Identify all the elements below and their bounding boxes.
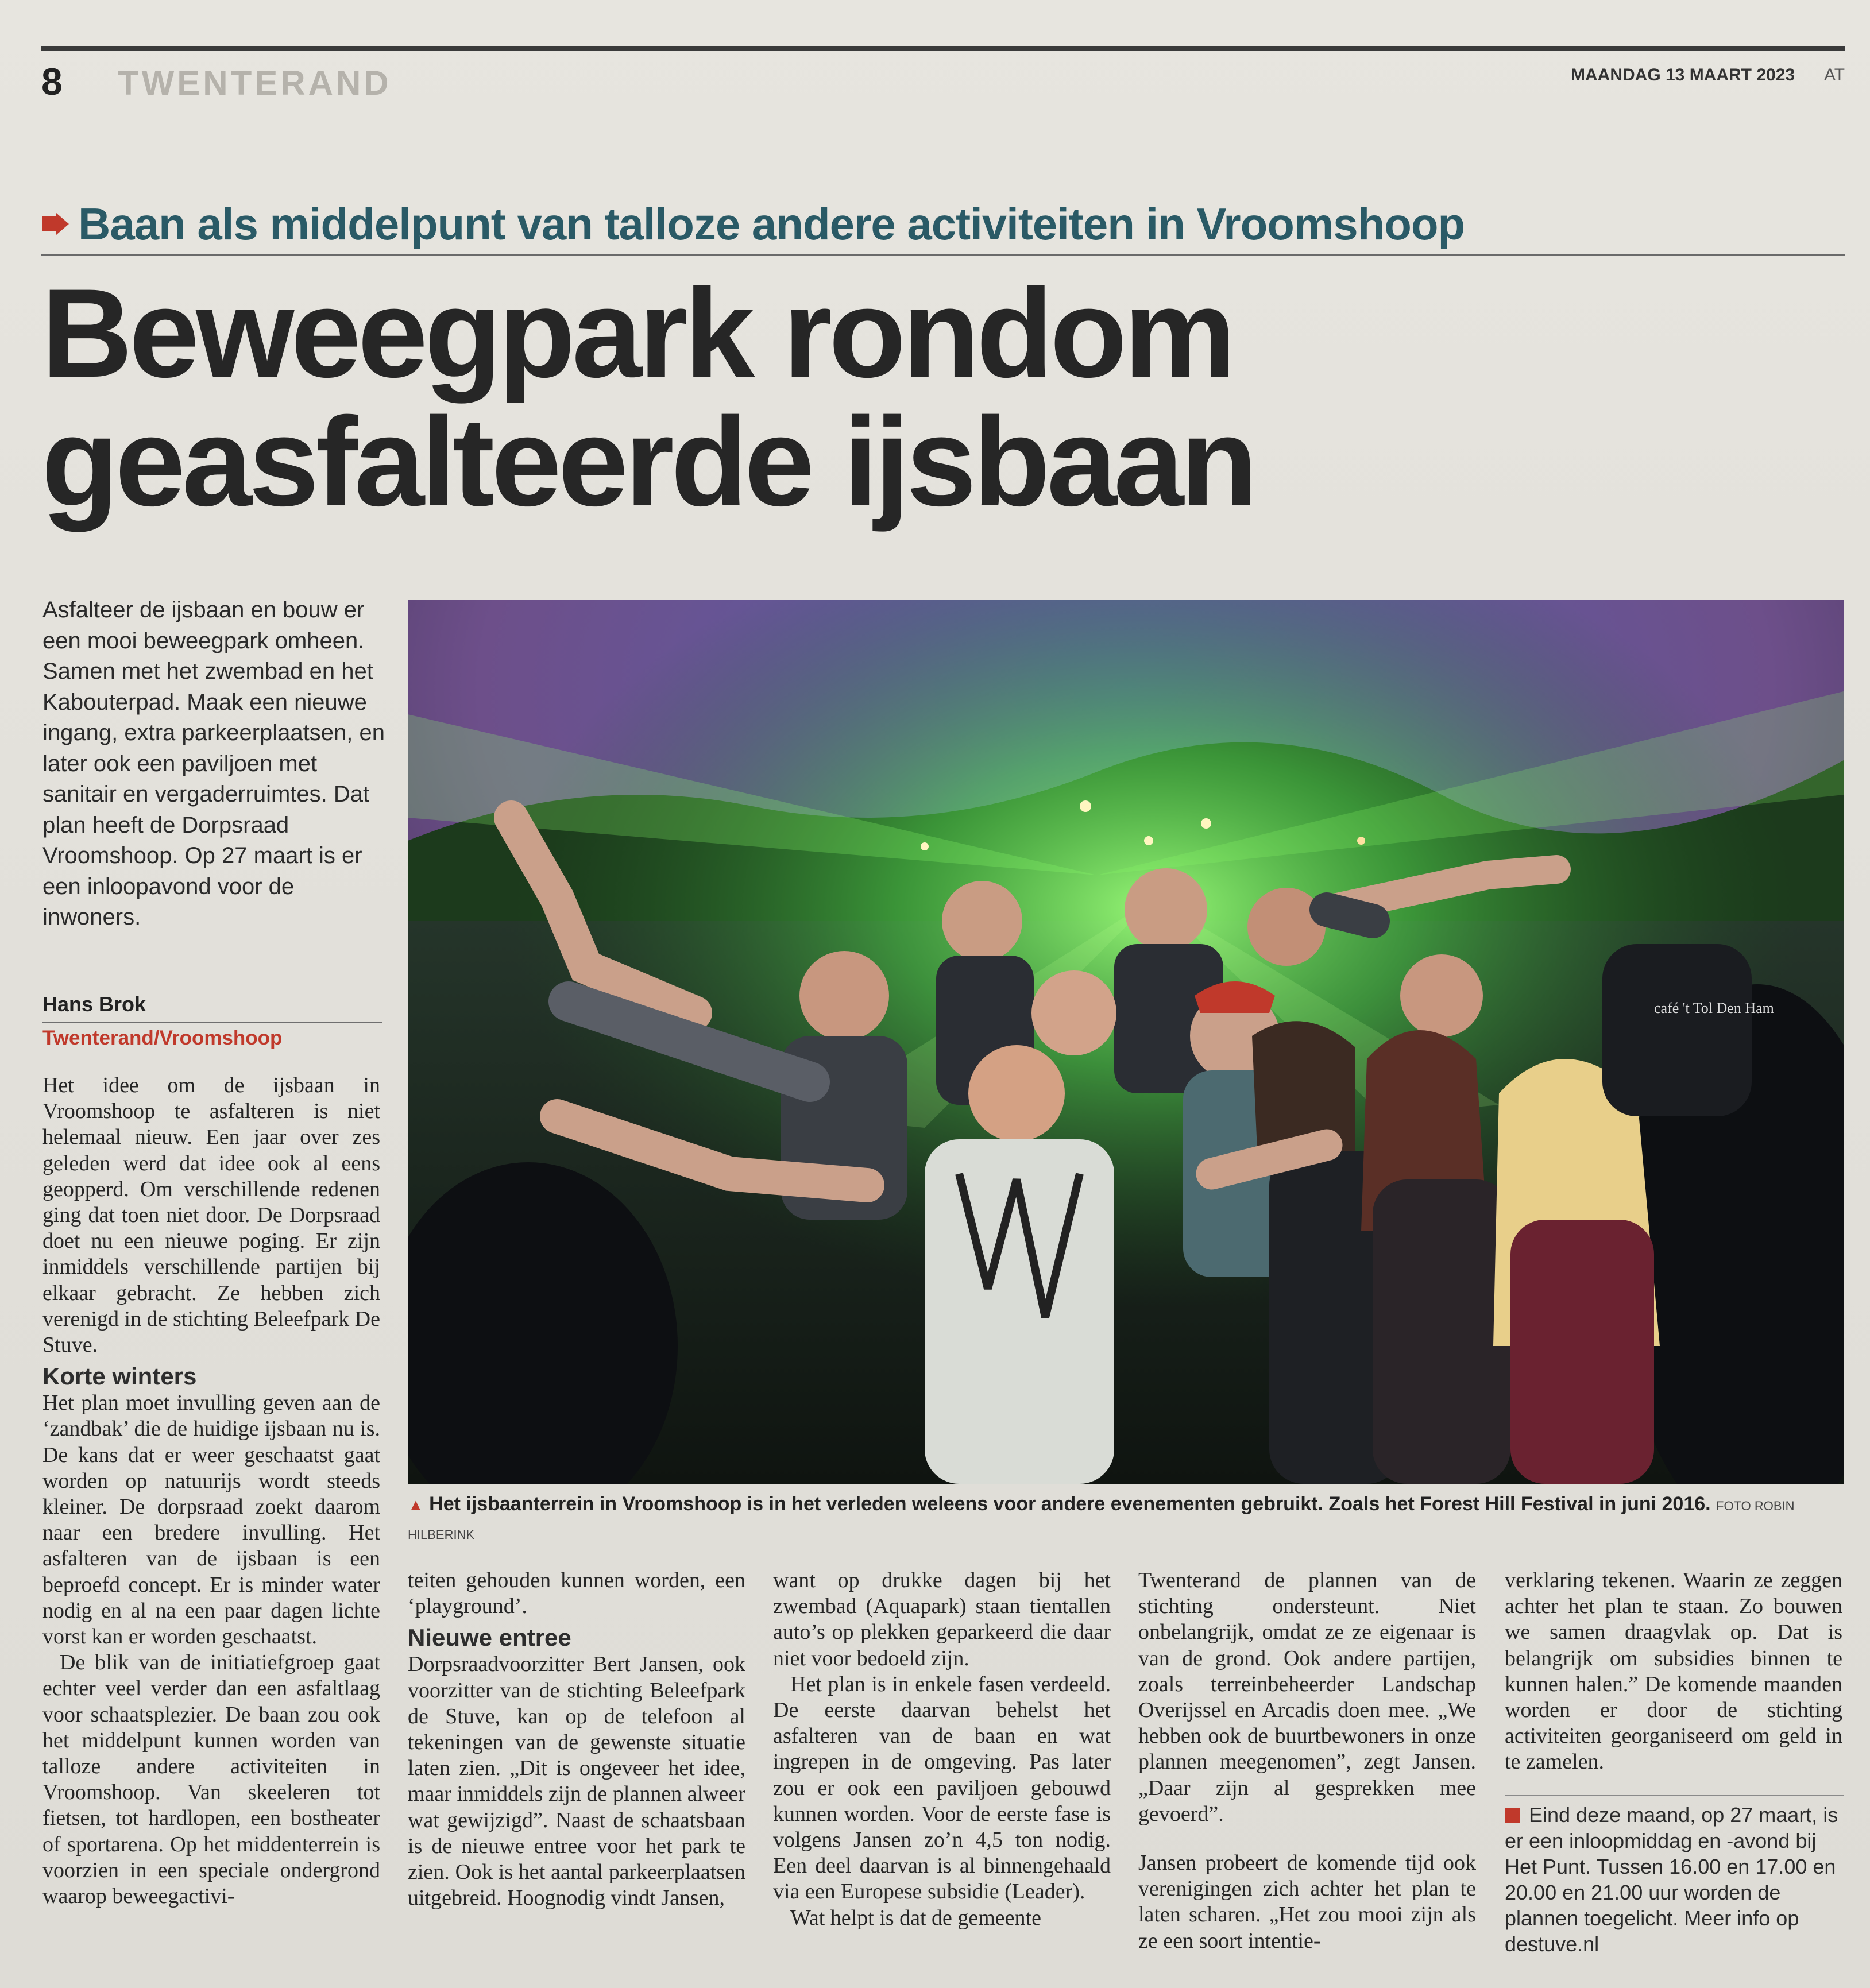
body-paragraph: De blik van de initiatiefgroep gaat echter veel verder dan een asfaltlaag voor schaatsplezier. De baan zou ook het middelpunt kunnen worden van talloze andere activiteiten in Vroomshoop. Van skeeleren tot fietsen, tot hardlopen, een bostheater of sportarena. Op het middenterrein is voorzien in een speciale ondergrond waarop beweegactivi- [42, 1650, 380, 1909]
body-paragraph: Het idee om de ijsbaan in Vroomshoop te asfalteren is niet helemaal nieuw. Een jaar over zes geleden werd dat idee ook al eens geopperd. Om verschillende redenen ging dat toen niet door. De Dorpsraad doet nu een nieuwe poging. Er zijn inmiddels verschillende partijen bij elkaar gebracht. Ze hebben zich verenigd in de stichting Beleefpark De Stuve. [42, 1073, 380, 1357]
festival-crowd-image [408, 600, 1844, 1484]
byline-rule [42, 1022, 382, 1023]
kicker [41, 195, 1845, 253]
body-paragraph: Het plan is in enkele fasen verdeeld. De eerste daarvan behelst het asfalteren van de baan en wat ingrepen in de omgeving. Pas later zou er ook een paviljoen gebouwd kunnen worden. Voor de eerste fase is volgens Jansen zo’n 4,5 ton nodig. Een deel daarvan is al binnengehaald via een Europese subsidie (Leader). [773, 1672, 1111, 1904]
top-rule [41, 46, 1845, 51]
body-paragraph: verklaring tekenen. Waarin ze zeggen achter het plan te staan. Zo bouwen we samen draagvlak op. Dat is belangrijk om subsidies binnen te kunnen halen.” De komende maanden worden er door de stichting activiteiten georganiseerd om geld in te zamelen. [1505, 1568, 1842, 1774]
headline-line-2: geasfalteerde ijsbaan [41, 391, 1254, 532]
dateline: Twenterand/Vroomshoop [42, 1027, 283, 1049]
headline-line-1: Beweegpark rondom [41, 262, 1233, 404]
photo-caption [408, 1491, 1844, 1548]
photo-credit: FOTO ROBIN HILBERINK [408, 1499, 1795, 1542]
article-column-1 [42, 1073, 380, 1909]
body-paragraph: want op drukke dagen bij het zwembad (Aquapark) staan tientallen auto’s op plekken geparkeerd die daar niet voor bedoeld zijn. [773, 1568, 1111, 1670]
festival-photo [408, 600, 1844, 1484]
subhead-nieuwe-entree: Nieuwe entree [408, 1624, 571, 1651]
subhead-korte-winters: Korte winters [42, 1363, 197, 1390]
infobox-rule [1505, 1795, 1844, 1796]
kicker-text: Baan als middelpunt van talloze andere activiteiten in Vroomshoop [78, 198, 1465, 249]
info-box [1505, 1802, 1844, 1957]
edition-code: AT [1824, 65, 1845, 84]
body-paragraph: Het plan moet invulling geven aan de ‘zandbak’ die de huidige ijsbaan nu is. De kans dat er weer geschaatst gaat worden op natuurijs wordt steeds kleiner. De dorpsraad zoekt daarom naar een bredere invulling. Het asfalteren van de ijsbaan is een beproefd concept. Er is minder water nodig en al na een paar dagen lichte vorst kan er worden geschaatst. [42, 1391, 380, 1649]
kicker-arrow-icon [41, 210, 70, 238]
info-text: Eind deze maand, op 27 maart, is er een inloopmiddag en -avond bij Het Punt. Tussen 16.00 en 17.00 en 20.00 en 21.00 uur worden de plannen toegelicht. Meer info op destuve.nl [1505, 1803, 1838, 1956]
section-title: TWENTERAND [118, 64, 392, 102]
author: Hans Brok [42, 992, 146, 1016]
body-paragraph: Wat helpt is dat de gemeente [790, 1905, 1041, 1930]
body-paragraph: Dorpsraadvoorzitter Bert Jansen, ook voorzitter van de stichting Beleefpark de Stuve, kan op de telefoon al tekeningen van de gewenste situatie laten zien. „Dit is ongeveer het idee, maar inmiddels zijn de plannen alweer wat gewijzigd”. Naast de schaatsbaan is de nieuwe entree voor het park te zien. Ook is het aantal parkeerplaatsen uitgebreid. Hoognodig vindt Jansen, [408, 1652, 745, 1910]
issue-date: MAANDAG 13 MAART 2023 [1571, 65, 1795, 84]
info-marker-icon [1505, 1808, 1520, 1823]
shirt-print: café 't Tol Den Ham [1654, 1000, 1774, 1016]
article-column-4 [1138, 1568, 1476, 1954]
kicker-rule [41, 254, 1845, 256]
caption-marker-icon: ▲ [408, 1496, 424, 1514]
article-column-2 [408, 1568, 745, 1911]
body-paragraph: Twenterand de plannen van de stichting ondersteunt. Niet onbelangrijk, omdat ze ze eigenaar is van de grond. Ook andere partijen, zoals terreinbeheerder Landschap Overijssel en Arcadis doen mee. „We hebben ook de buurtbewoners in onze plannen meegenomen”, zegt Jansen. „Daar zijn al gesprekken mee gevoerd”. [1138, 1568, 1476, 1826]
page-number: 8 [41, 60, 63, 103]
caption-text: Het ijsbaanterrein in Vroomshoop is in het verleden weleens voor andere evenementen gebruikt. Zoals het Forest Hill Festival in juni 2016. [429, 1493, 1711, 1515]
article-column-3 [773, 1568, 1111, 1931]
body-paragraph: teiten gehouden kunnen worden, een ‘playground’. [408, 1568, 745, 1619]
body-paragraph: Jansen probeert de komende tijd ook verenigingen zich achter het plan te laten scharen. „Het zou mooi zijn als ze een soort intentie- [1138, 1851, 1476, 1953]
headline [41, 262, 1845, 532]
article-column-5 [1505, 1568, 1842, 1776]
lead-paragraph: Asfalteer de ijsbaan en bouw er een mooi beweegpark omheen. Samen met het zwembad en het Kabouterpad. Maak een nieuwe ingang, extra parkeerplaatsen, en later ook een paviljoen met sanitair en vergaderruimtes. Dat plan heeft de Dorpsraad Vroomshoop. Op 27 maart is er een inloopavond voor de inwoners. [42, 597, 385, 930]
